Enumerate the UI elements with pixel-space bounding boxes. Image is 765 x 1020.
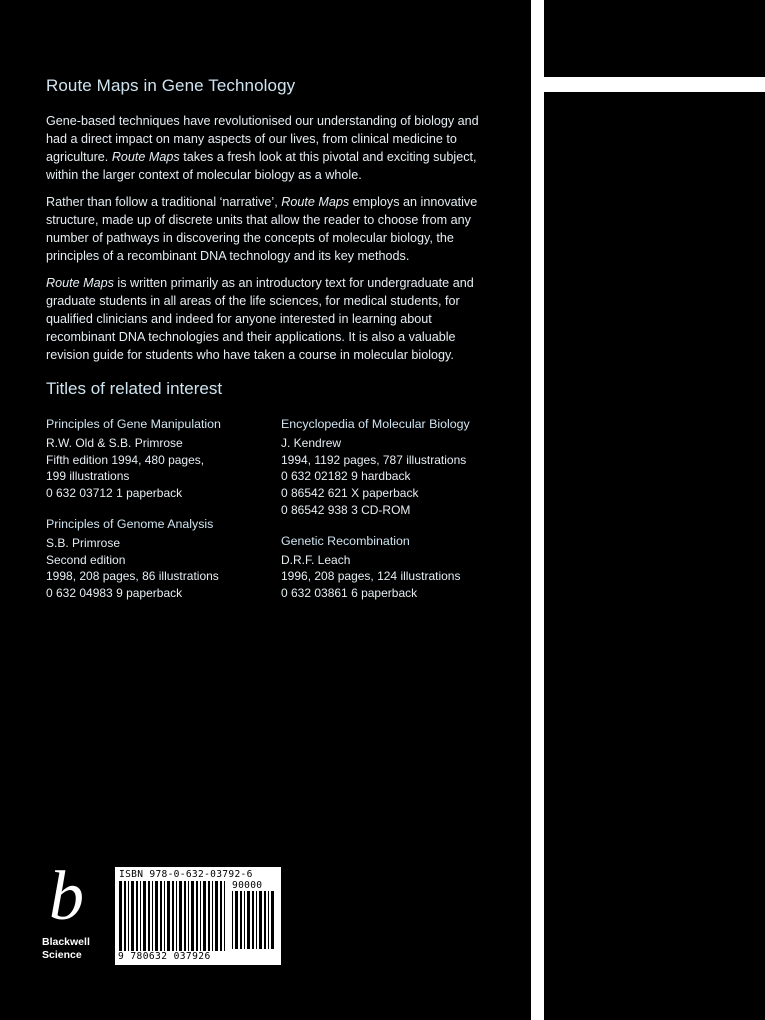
blurb-emphasis: Route Maps <box>46 276 114 290</box>
related-book-detail: R.W. Old & S.B. Primrose <box>46 435 183 450</box>
barcode-bar <box>179 881 182 951</box>
related-book-detail: 0 632 03712 1 paperback <box>46 486 183 501</box>
barcode-bar <box>224 881 225 951</box>
barcode <box>115 867 281 965</box>
related-book-detail: Second edition <box>46 552 126 567</box>
barcode-bar <box>128 881 129 951</box>
related-book-detail: 0 632 03861 6 paperback <box>281 586 418 601</box>
related-book-detail: S.B. Primrose <box>46 535 121 550</box>
related-book <box>281 416 511 519</box>
barcode-bar <box>176 881 177 951</box>
related-book-detail: 0 632 02182 9 hardback <box>281 469 411 484</box>
related-book <box>46 416 276 502</box>
isbn-text: ISBN 978-0-632-03792-6 <box>119 869 253 880</box>
related-book <box>46 516 276 602</box>
barcode-bar <box>252 891 254 949</box>
related-book-title: Principles of Genome Analysis <box>46 516 214 531</box>
barcode-bar <box>136 881 138 951</box>
related-book-detail: 0 86542 621 X paperback <box>281 486 419 501</box>
barcode-bar <box>184 881 186 951</box>
blurb-paragraph <box>46 112 491 184</box>
barcode-bar <box>172 881 174 951</box>
spine-divider <box>531 0 544 1020</box>
barcode-bar <box>167 881 170 951</box>
logo-letter: b <box>49 858 84 935</box>
barcode-bar <box>271 891 274 949</box>
barcode-bar <box>268 891 269 949</box>
barcode-addon-bars <box>232 891 277 949</box>
barcode-bars <box>119 881 226 951</box>
barcode-bar <box>256 891 257 949</box>
spine-top-divider <box>544 77 765 92</box>
related-book-title: Genetic Recombination <box>281 533 410 548</box>
barcode-bar <box>203 881 206 951</box>
barcode-bar <box>244 891 245 949</box>
related-column-left <box>46 416 276 616</box>
publisher-name-line1: Blackwell <box>42 936 90 948</box>
barcode-bar <box>164 881 165 951</box>
barcode-bar <box>188 881 189 951</box>
blurb-text: employs an innovative structure, made up of discrete units that allow the reader to choose from any number of pathways in discovering the concepts of molecular biology, the principles of a recombinant DNA technology and its key methods. <box>46 195 478 263</box>
barcode-bar <box>240 891 242 949</box>
publisher-name-line2: Science <box>42 949 82 961</box>
related-book-detail: 1994, 1192 pages, 787 illustrations <box>281 452 467 467</box>
barcode-bar <box>200 881 201 951</box>
publisher-name <box>42 936 102 962</box>
barcode-bar <box>259 891 262 949</box>
blurb-text: takes a fresh look at this pivotal and exciting subject, within the larger context of molecular biology as a whole. <box>46 150 477 182</box>
barcode-digits: 9 780632 037926 <box>118 951 211 962</box>
barcode-bar <box>235 891 238 949</box>
related-book-title: Principles of Gene Manipulation <box>46 417 221 431</box>
related-book-detail: 1996, 208 pages, 124 illustrations <box>281 569 461 584</box>
barcode-bar <box>119 881 122 951</box>
barcode-bar <box>212 881 213 951</box>
blurb <box>46 112 491 373</box>
related-book-detail: D.R.F. Leach <box>281 552 351 567</box>
barcode-bar <box>140 881 141 951</box>
barcode-bar <box>160 881 162 951</box>
related-book-title: Encyclopedia of Molecular Biology <box>281 417 470 431</box>
publisher-logo <box>38 858 102 968</box>
related-book-detail: 1998, 208 pages, 86 illustrations <box>46 569 219 584</box>
related-book-detail: J. Kendrew <box>281 435 342 450</box>
barcode-bar <box>247 891 250 949</box>
related-book-detail: 0 632 04983 9 paperback <box>46 586 183 601</box>
barcode-bar <box>152 881 153 951</box>
barcode-bar <box>196 881 198 951</box>
barcode-bar <box>143 881 146 951</box>
blurb-text: Gene-based techniques have revolutionised our understanding of biology and had a direct impact on many aspects of our lives, from clinical medicine to agriculture. <box>46 114 479 164</box>
blurb-paragraph <box>46 274 491 364</box>
blurb-text: Rather than follow a traditional ‘narrative’, <box>46 195 282 209</box>
barcode-bar <box>208 881 210 951</box>
barcode-bar <box>155 881 158 951</box>
barcode-bar <box>264 891 266 949</box>
barcode-bar <box>148 881 150 951</box>
blurb-emphasis: Route Maps <box>281 195 350 209</box>
barcode-bar <box>232 891 233 949</box>
barcode-bar <box>124 881 126 951</box>
barcode-bar <box>215 881 218 951</box>
related-book-detail: 0 86542 938 3 CD-ROM <box>281 502 411 517</box>
related-column-right <box>281 416 511 616</box>
price-code: 90000 <box>232 880 263 891</box>
barcode-bar <box>191 881 194 951</box>
related-book-detail: Fifth edition 1994, 480 pages, <box>46 452 205 467</box>
barcode-bar <box>220 881 222 951</box>
blurb-paragraph <box>46 193 491 265</box>
related-heading: Titles of related interest <box>46 379 223 398</box>
blurb-emphasis: Route Maps <box>111 150 180 164</box>
book-title: Route Maps in Gene Technology <box>46 76 296 95</box>
blurb-text: is written primarily as an introductory text for undergraduate and graduate students in all areas of the life sciences, for medical students, for qualified clinicians and indeed for anyone interested in learning about recombinant DNA technologies and their applications. It is also a valuable revision guide for students who have taken a course in molecular biology. <box>46 276 474 362</box>
related-book-detail: 199 illustrations <box>46 469 130 484</box>
barcode-bar <box>131 881 134 951</box>
related-book <box>281 533 511 602</box>
